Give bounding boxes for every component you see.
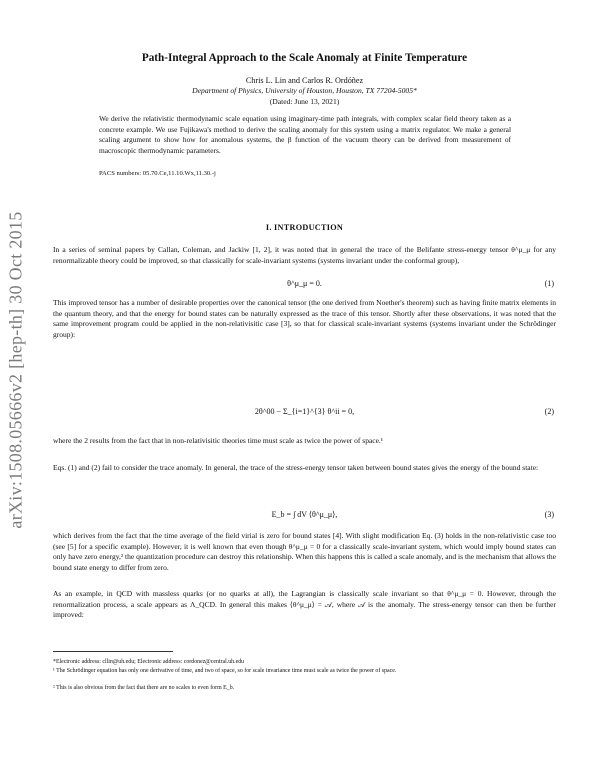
footnote-2: ² This is also obvious from the fact that there are no scales to even form E_b. <box>53 685 235 691</box>
equation-2-body: 2θ^00 − Σ_{i=1}^{3} θ^ii = 0, <box>254 407 355 416</box>
footnote-1: ¹ The Schrödinger equation has only one derivative of time, and two of space, so for scale invariance time must scale as twice the power of space. <box>53 668 397 674</box>
paragraph-4: Eqs. (1) and (2) fail to consider the trace anomaly. In general, the trace of the stress-energy tensor taken between bound states gives the energy of the bound state: <box>53 463 539 472</box>
abstract: We derive the relativistic thermodynamic scale equation using imaginary-time path integrals, with complex scalar field theory taken as a concrete example. We use Fujikawa's method to derive the scaling anomaly for this system using a matrix regulator. We make a general scaling argument to show how for anomalous systems, the β function of the vacuum theory can be derived from measurement of macroscopic thermodynamic parameters. <box>99 114 511 155</box>
paper-title: Path-Integral Approach to the Scale Anomaly at Finite Temperature <box>141 52 468 64</box>
affiliation: Department of Physics, University of Houston, Houston, TX 77204-5005* <box>192 86 417 95</box>
paragraph-1: In a series of seminal papers by Callan, Coleman, and Jackiw [1, 2], it was noted that in general the trace of the Belifante stress-energy tensor θ^μ_μ for any renormalizable theory could be improved, so that classically for scale-invariant systems (systems invariant under the conformal group), <box>53 245 556 265</box>
section-heading: I. INTRODUCTION <box>265 223 344 232</box>
arxiv-stamp <box>3 180 29 560</box>
date-line: (Dated: June 13, 2021) <box>269 97 340 106</box>
authors: Chris L. Lin and Carlos R. Ordóñez <box>245 76 364 85</box>
equation-2 <box>53 404 556 424</box>
equation-3 <box>53 507 556 527</box>
footnote-emails: *Electronic address: cllin@uh.edu; Electronic address: cordonez@central.uh.edu <box>53 659 245 665</box>
paragraph-2: This improved tensor has a number of desirable properties over the canonical tensor (the one derived from Noether's theorem) such as having finite matrix elements in the quantum theory, and that the energy for bound states can be naturally expressed as the trace of this tensor. Shortly after these observations, it was noted that the same improvement program could be applied in the non-relativisitic case [3], so that for classical scale-invariant systems (systems invariant under the Schrödinger group): <box>53 298 556 339</box>
arxiv-stamp-text: arXiv:1508.05666v2 [hep-th] 30 Oct 2015 <box>5 211 26 529</box>
footnote-rule <box>53 651 173 652</box>
equation-1 <box>53 276 556 296</box>
equation-1-number: (1) <box>544 279 554 288</box>
equation-1-body: θ^μ_μ = 0. <box>287 279 322 288</box>
pacs-numbers: PACS numbers: 05.70.Ce,11.10.Wx,11.30.-j <box>99 170 216 177</box>
paragraph-3: where the 2 results from the fact that in non-relativisitic theories time must scale as twice the power of space.¹ <box>53 436 384 445</box>
paragraph-6: As an example, in QCD with massless quarks (or no quarks at all), the Lagrangian is classically scale invariant so that θ^μ_μ = 0. However, through the renormalization process, a scale appears as Λ_QCD. In general this makes ⟨θ^μ_μ⟩ = 𝒜, where 𝒜 is the anomaly. The stress-energy tensor can then be further improved: <box>53 589 556 620</box>
paragraph-5: which derives from the fact that the time average of the field virial is zero for bound states [4]. With slight modification Eq. (3) holds in the non-relativistic case too (see [5] for a specific example). However, it is well known that even though θ^μ_μ = 0 for a classically scale-invariant system, which would imply bound states can only have zero energy,² the quantization procedure can destroy this relationship. When this happens this is called a scale anomaly, and is the mechanism that allows the bound state energy to differ from zero. <box>53 531 556 572</box>
equation-2-number: (2) <box>544 407 554 416</box>
equation-3-number: (3) <box>544 510 554 519</box>
equation-3-body: E_b = ∫ dV ⟨θ^μ_μ⟩, <box>271 510 338 519</box>
